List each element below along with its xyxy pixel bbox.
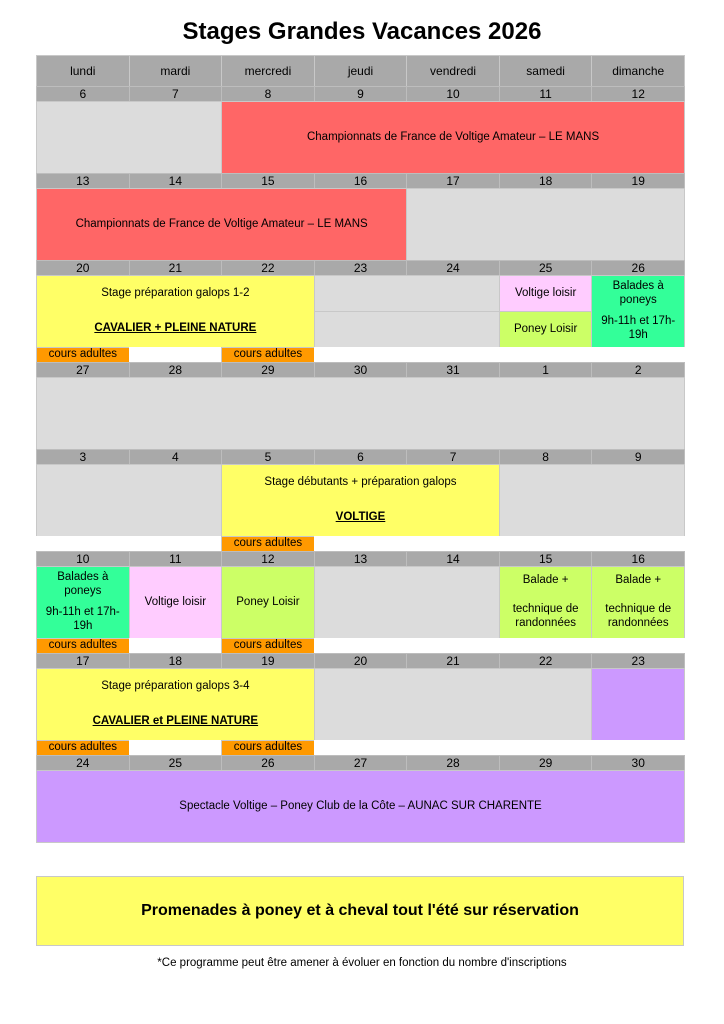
- event-balade-technique: [591, 566, 685, 639]
- event-balade-technique: [499, 566, 593, 639]
- day-header-samedi: samedi: [499, 55, 593, 87]
- day-number: 24: [36, 755, 130, 771]
- empty-slot: [314, 566, 500, 639]
- empty-slot: [314, 668, 593, 741]
- event-championnats: Championnats de France de Voltige Amateur – LE MANS: [221, 101, 685, 174]
- empty-slot: [314, 311, 500, 348]
- event-voltige-loisir: Voltige loisir: [499, 275, 593, 312]
- day-number: 12: [591, 86, 685, 102]
- day-number: 31: [406, 362, 500, 378]
- day-number: 13: [36, 173, 130, 189]
- day-number: 4: [129, 449, 223, 465]
- footnote: *Ce programme peut être amener à évoluer en fonction du nombre d'inscriptions: [157, 957, 567, 969]
- day-header-lundi: lundi: [36, 55, 130, 87]
- day-number: 7: [129, 86, 223, 102]
- day-number: 20: [314, 653, 408, 669]
- day-number: 12: [221, 551, 315, 567]
- day-number: 3: [36, 449, 130, 465]
- day-number: 23: [314, 260, 408, 276]
- event-stage-galops-1-2: [36, 275, 315, 348]
- day-number: 17: [406, 173, 500, 189]
- day-number: 21: [129, 260, 223, 276]
- blank-slot: [129, 740, 223, 756]
- event-subtitle: CAVALIER et PLEINE NATURE: [92, 715, 259, 728]
- day-header-vendredi: vendredi: [406, 55, 500, 87]
- event-subtitle: technique de randonnées: [605, 602, 672, 629]
- event-poney-loisir: Poney Loisir: [221, 566, 315, 639]
- adult-lessons-badge: cours adultes: [221, 536, 315, 552]
- day-number: 28: [406, 755, 500, 771]
- day-number: 1: [499, 362, 593, 378]
- day-number: 30: [591, 755, 685, 771]
- day-number: 27: [314, 755, 408, 771]
- event-balades-poneys: [36, 566, 130, 639]
- adult-lessons-badge: cours adultes: [221, 740, 315, 756]
- day-number: 28: [129, 362, 223, 378]
- day-number: 8: [499, 449, 593, 465]
- day-number: 7: [406, 449, 500, 465]
- day-number: 25: [129, 755, 223, 771]
- event-spectacle-voltige: Spectacle Voltige – Poney Club de la Côte – AUNAC SUR CHARENTE: [36, 770, 685, 843]
- day-header-jeudi: jeudi: [314, 55, 408, 87]
- day-header-dimanche: dimanche: [591, 55, 685, 87]
- event-poney-loisir: Poney Loisir: [499, 311, 593, 348]
- day-number: 6: [314, 449, 408, 465]
- day-number: 6: [36, 86, 130, 102]
- day-number: 16: [314, 173, 408, 189]
- day-number: 9: [591, 449, 685, 465]
- day-number: 15: [221, 173, 315, 189]
- day-number: 10: [406, 86, 500, 102]
- day-number: 26: [591, 260, 685, 276]
- empty-slot: [36, 464, 222, 537]
- blank-slot: [36, 536, 222, 552]
- adult-lessons-badge: cours adultes: [36, 347, 130, 363]
- blank-slot: [314, 536, 685, 552]
- day-number: 14: [406, 551, 500, 567]
- calendar-grid: [36, 55, 684, 861]
- day-number: 22: [221, 260, 315, 276]
- day-number: 22: [499, 653, 593, 669]
- adult-lessons-badge: cours adultes: [36, 740, 130, 756]
- day-number: 11: [499, 86, 593, 102]
- page-title: Stages Grandes Vacances 2026: [182, 18, 542, 45]
- day-number: 10: [36, 551, 130, 567]
- day-number: 16: [591, 551, 685, 567]
- event-stage-galops-3-4: [36, 668, 315, 741]
- day-number: 21: [406, 653, 500, 669]
- blank-slot: [129, 347, 223, 363]
- blank-slot: [314, 638, 685, 654]
- day-number: 9: [314, 86, 408, 102]
- day-number: 19: [591, 173, 685, 189]
- event-subtitle: VOLTIGE: [335, 511, 386, 524]
- day-number: 18: [129, 653, 223, 669]
- event-spectacle-preview: [591, 668, 685, 741]
- day-number: 29: [499, 755, 593, 771]
- day-number: 11: [129, 551, 223, 567]
- day-number: 5: [221, 449, 315, 465]
- empty-slot: [36, 377, 685, 450]
- day-number: 17: [36, 653, 130, 669]
- event-hours: 9h-11h et 17h-19h: [601, 315, 676, 342]
- event-title: Balade +: [522, 574, 569, 587]
- empty-slot: [36, 101, 222, 174]
- day-header-mercredi: mercredi: [221, 55, 315, 87]
- day-number: 13: [314, 551, 408, 567]
- day-number: 27: [36, 362, 130, 378]
- blank-slot: [129, 638, 223, 654]
- event-subtitle: technique de randonnées: [512, 602, 579, 629]
- day-number: 2: [591, 362, 685, 378]
- day-number: 29: [221, 362, 315, 378]
- event-championnats: Championnats de France de Voltige Amateur – LE MANS: [36, 188, 407, 261]
- day-number: 26: [221, 755, 315, 771]
- event-title: Stage débutants + préparation galops: [264, 475, 457, 488]
- blank-slot: [314, 740, 685, 756]
- blank-slot: [314, 347, 685, 363]
- day-number: 25: [499, 260, 593, 276]
- event-title: Balade +: [615, 574, 662, 587]
- event-stage-debutants: [221, 464, 500, 537]
- day-number: 20: [36, 260, 130, 276]
- day-number: 24: [406, 260, 500, 276]
- day-number: 8: [221, 86, 315, 102]
- promenades-banner: Promenades à poney et à cheval tout l'été sur réservation: [36, 876, 684, 946]
- adult-lessons-badge: cours adultes: [221, 638, 315, 654]
- event-voltige-loisir: Voltige loisir: [129, 566, 223, 639]
- event-title: Stage préparation galops 3-4: [101, 679, 250, 692]
- day-number: 14: [129, 173, 223, 189]
- event-balades-poneys: [591, 275, 685, 348]
- day-number: 19: [221, 653, 315, 669]
- day-number: 30: [314, 362, 408, 378]
- event-subtitle: CAVALIER + PLEINE NATURE: [94, 322, 257, 335]
- empty-slot: [499, 464, 685, 537]
- adult-lessons-badge: cours adultes: [36, 638, 130, 654]
- adult-lessons-badge: cours adultes: [221, 347, 315, 363]
- day-number: 18: [499, 173, 593, 189]
- empty-slot: [314, 275, 500, 312]
- event-title: Stage préparation galops 1-2: [101, 286, 250, 299]
- day-header-mardi: mardi: [129, 55, 223, 87]
- day-number: 15: [499, 551, 593, 567]
- event-hours: 9h-11h et 17h-19h: [45, 606, 120, 633]
- empty-slot: [406, 188, 685, 261]
- day-number: 23: [591, 653, 685, 669]
- event-title: Balades à poneys: [57, 570, 109, 597]
- event-title: Balades à poneys: [612, 279, 664, 306]
